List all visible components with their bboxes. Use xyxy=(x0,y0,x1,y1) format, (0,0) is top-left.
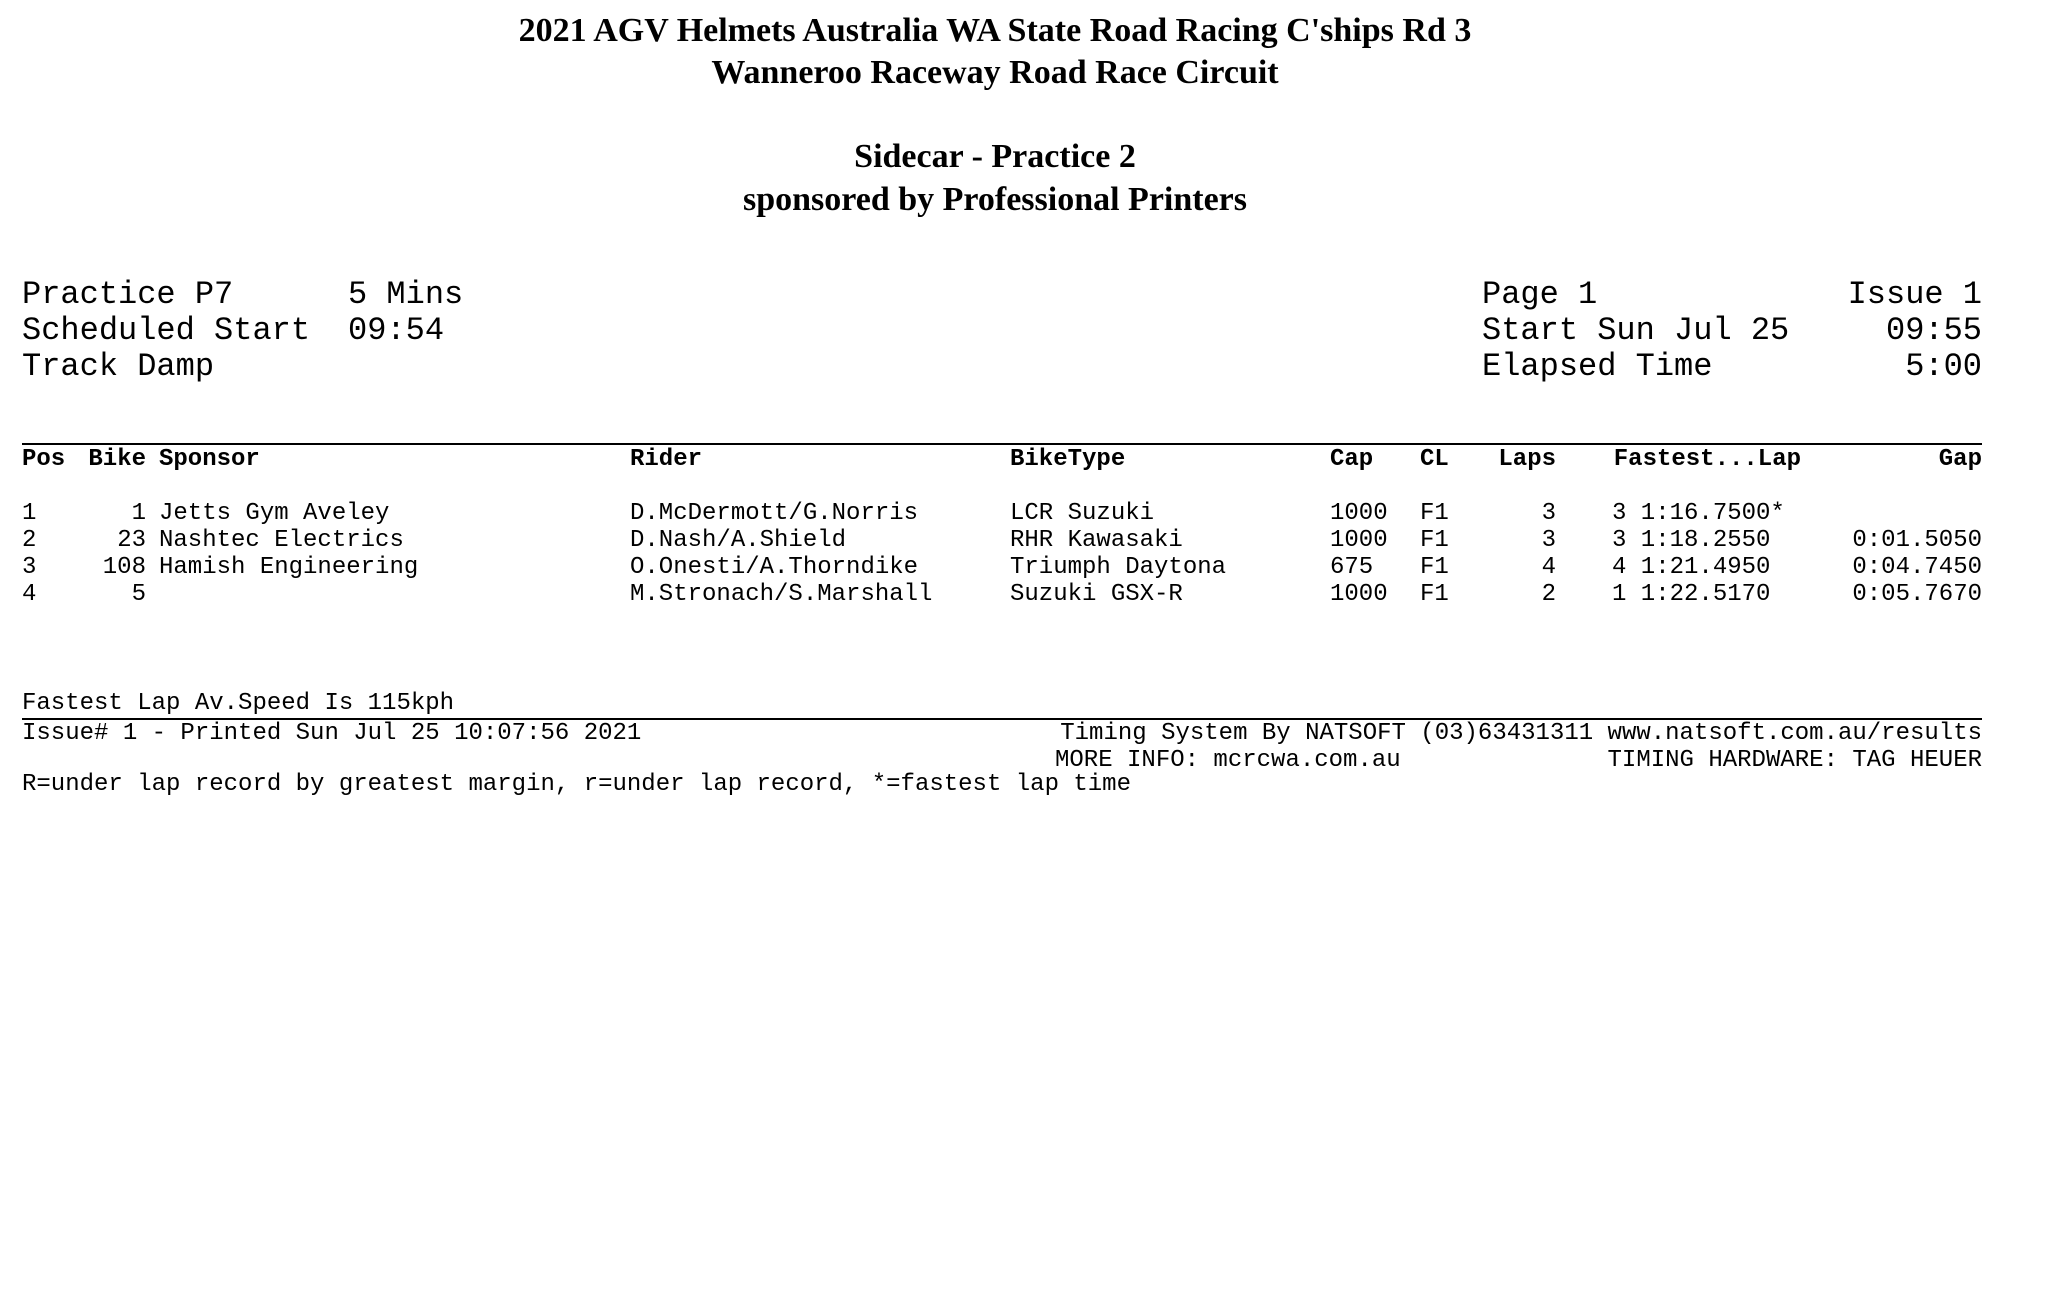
session-duration: 5 Mins xyxy=(348,276,464,313)
cell-bike: 108 xyxy=(102,554,146,581)
cell-cap: 675 xyxy=(1330,554,1374,581)
session-title: Sidecar - Practice 2 xyxy=(854,138,1136,175)
cell-laps: 3 xyxy=(1541,500,1556,527)
results-table xyxy=(0,446,2048,616)
timing-system-info: Timing System By NATSOFT (03)63431311 www.natsoft.com.au/results xyxy=(1060,720,1982,747)
cell-biketype: RHR Kawasaki xyxy=(1010,527,1183,554)
cell-rider: D.McDermott/G.Norris xyxy=(630,500,919,527)
col-header-gap: Gap xyxy=(1938,446,1982,473)
cell-bike: 23 xyxy=(117,527,146,554)
more-info: MORE INFO: mcrcwa.com.au xyxy=(1055,747,1401,774)
cell-pos: 2 xyxy=(22,527,37,554)
printed-info: Issue# 1 - Printed Sun Jul 25 10:07:56 2021 xyxy=(22,720,642,747)
cell-bike: 5 xyxy=(131,581,146,608)
col-header-rider: Rider xyxy=(630,446,703,473)
cell-pos: 1 xyxy=(22,500,37,527)
elapsed-value: 5:00 xyxy=(1905,348,1982,385)
cell-sponsor: Nashtec Electrics xyxy=(159,527,404,554)
cell-cap: 1000 xyxy=(1330,581,1388,608)
col-header-pos: Pos xyxy=(22,446,66,473)
track-condition: Track Damp xyxy=(22,348,215,385)
cell-fastest: 3 1:16.7500* xyxy=(1612,500,1785,527)
cell-fastest: 4 1:21.4950 xyxy=(1612,554,1771,581)
issue-label: Issue 1 xyxy=(1847,276,1982,313)
start-time: 09:55 xyxy=(1885,312,1982,349)
cell-rider: O.Onesti/A.Thorndike xyxy=(630,554,919,581)
session-label: Practice P7 xyxy=(22,276,234,313)
col-header-laps: Laps xyxy=(1498,446,1556,473)
cell-rider: D.Nash/A.Shield xyxy=(630,527,847,554)
col-header-biketype: BikeType xyxy=(1010,446,1126,473)
cell-laps: 4 xyxy=(1541,554,1556,581)
cell-cl: F1 xyxy=(1420,500,1449,527)
cell-sponsor: Jetts Gym Aveley xyxy=(159,500,390,527)
col-header-sponsor: Sponsor xyxy=(159,446,260,473)
event-title: 2021 AGV Helmets Australia WA State Road Racing C'ships Rd 3 xyxy=(518,12,1472,49)
cell-gap: 0:01.5050 xyxy=(1852,527,1982,554)
cell-cap: 1000 xyxy=(1330,527,1388,554)
cell-gap: 0:05.7670 xyxy=(1852,581,1982,608)
cell-cl: F1 xyxy=(1420,581,1449,608)
col-header-cap: Cap xyxy=(1330,446,1374,473)
cell-laps: 2 xyxy=(1541,581,1556,608)
table-top-divider xyxy=(22,443,1982,445)
col-header-cl: CL xyxy=(1420,446,1449,473)
sponsor-title: sponsored by Professional Printers xyxy=(742,181,1248,218)
fastest-speed-note: Fastest Lap Av.Speed Is 115kph xyxy=(22,690,455,717)
page-label: Page 1 xyxy=(1482,276,1598,313)
timing-hardware-info: TIMING HARDWARE: TAG HEUER xyxy=(1607,747,1982,774)
cell-biketype: Triumph Daytona xyxy=(1010,554,1227,581)
col-header-bike: Bike xyxy=(88,446,146,473)
cell-pos: 3 xyxy=(22,554,37,581)
cell-cap: 1000 xyxy=(1330,500,1388,527)
scheduled-start-label: Scheduled Start xyxy=(22,312,311,349)
scheduled-start-time: 09:54 xyxy=(348,312,445,349)
cell-cl: F1 xyxy=(1420,554,1449,581)
cell-pos: 4 xyxy=(22,581,37,608)
cell-cl: F1 xyxy=(1420,527,1449,554)
cell-gap: 0:04.7450 xyxy=(1852,554,1982,581)
cell-bike: 1 xyxy=(131,500,146,527)
record-legend-note: R=under lap record by greatest margin, r=under lap record, *=fastest lap time xyxy=(22,771,1131,798)
cell-fastest: 3 1:18.2550 xyxy=(1612,527,1771,554)
cell-sponsor: Hamish Engineering xyxy=(159,554,419,581)
cell-fastest: 1 1:22.5170 xyxy=(1612,581,1771,608)
circuit-title: Wanneroo Raceway Road Race Circuit xyxy=(711,54,1279,91)
cell-biketype: LCR Suzuki xyxy=(1010,500,1155,527)
col-header-fastest: Fastest...Lap xyxy=(1613,446,1801,473)
cell-biketype: Suzuki GSX-R xyxy=(1010,581,1183,608)
elapsed-label: Elapsed Time xyxy=(1482,348,1713,385)
cell-rider: M.Stronach/S.Marshall xyxy=(630,581,933,608)
start-label: Start Sun Jul 25 xyxy=(1482,312,1790,349)
cell-laps: 3 xyxy=(1541,527,1556,554)
